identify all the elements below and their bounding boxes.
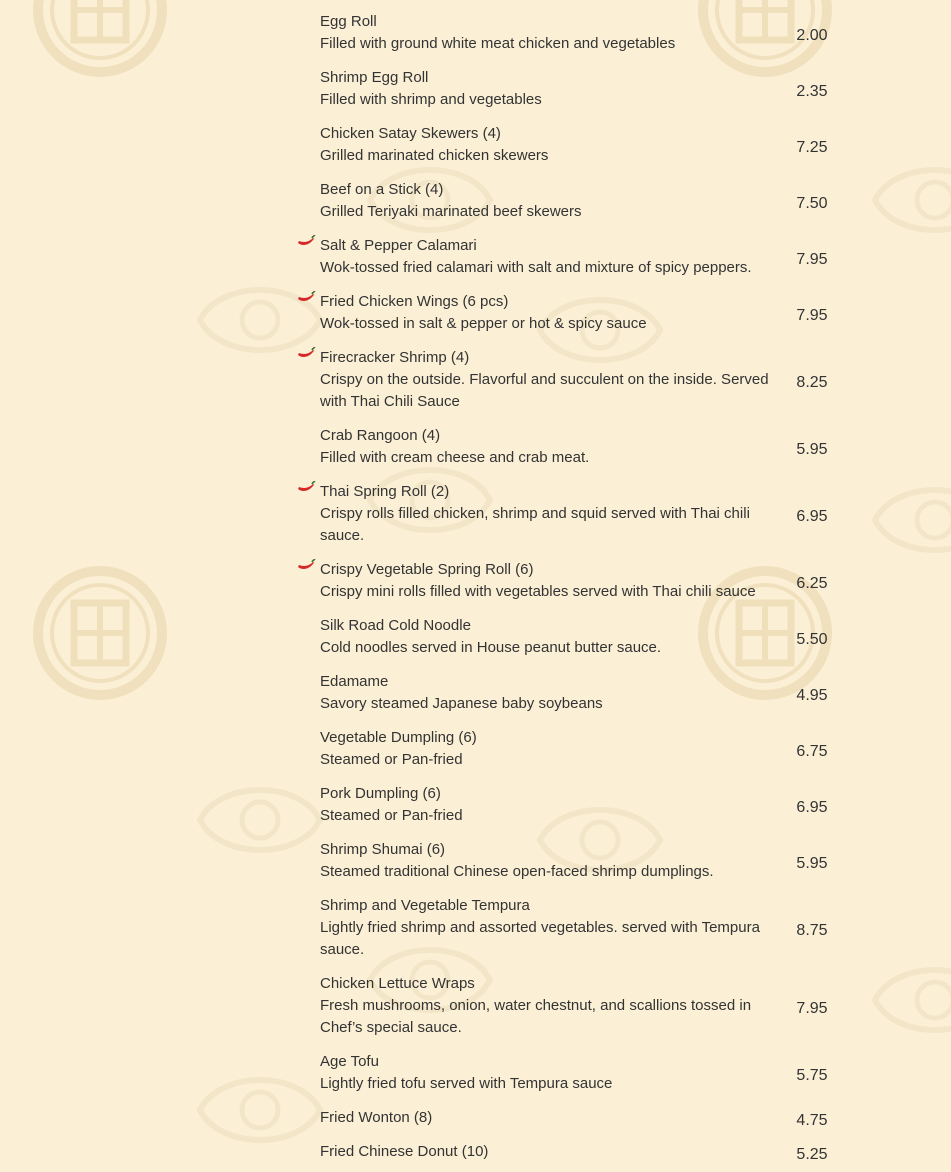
- menu-item-name: Egg Roll: [320, 12, 377, 30]
- menu-item-price: 5.25: [796, 1146, 828, 1163]
- menu-item-name: Firecracker Shrimp (4): [320, 348, 470, 366]
- menu-item-price: 4.75: [796, 1112, 828, 1129]
- menu-item-description: Steamed or Pan-fried: [320, 806, 463, 824]
- menu-item-row: [296, 892, 896, 970]
- menu-item-info: [320, 893, 772, 970]
- menu-item-row: [296, 344, 896, 422]
- menu-item-price: 6.25: [796, 575, 828, 592]
- menu-item-description: Filled with cream cheese and crab meat.: [320, 448, 590, 466]
- spice-cell: [296, 64, 320, 83]
- menu-item-name: Shrimp Egg Roll: [320, 68, 429, 86]
- menu-item-row: [296, 836, 896, 892]
- menu-item-row: [296, 232, 896, 288]
- menu-item-price: 7.95: [796, 1000, 828, 1017]
- menu-item-price: 7.95: [796, 307, 828, 324]
- menu-item-row: [296, 422, 896, 478]
- menu-item-info: [320, 781, 772, 836]
- spice-cell: [296, 836, 320, 855]
- spice-cell: [296, 1138, 320, 1157]
- menu-item-description: Steamed or Pan-fried: [320, 750, 463, 768]
- menu-item-info: [320, 423, 772, 478]
- menu-item-description: Crispy rolls filled chicken, shrimp and squid served with Thai chili sauce.: [320, 504, 750, 544]
- menu-item-name: Chicken Lettuce Wraps: [320, 974, 475, 992]
- spice-cell: [296, 970, 320, 989]
- menu-item-name: Fried Chicken Wings (6 pcs): [320, 292, 509, 310]
- menu-item-price: 6.95: [796, 799, 828, 816]
- menu-item-description: Crispy mini rolls filled with vegetables served with Thai chili sauce: [320, 582, 756, 600]
- menu-item-name: Shrimp and Vegetable Tempura: [320, 896, 530, 914]
- menu-item-row: [296, 556, 896, 612]
- menu-item-info: [320, 233, 772, 288]
- menu-item-info: [320, 177, 772, 232]
- chili-pepper-icon: [296, 347, 316, 361]
- menu-item-info: [320, 971, 772, 1048]
- menu-item-name: Fried Wonton (8): [320, 1109, 433, 1126]
- menu-item-name: Edamame: [320, 672, 389, 690]
- menu-item-info: [320, 9, 772, 64]
- menu-item-description: Fresh mushrooms, onion, water chestnut, and scallions tossed in Chef’s special sauce.: [320, 996, 752, 1036]
- menu-item-price: 6.75: [796, 743, 828, 760]
- menu-item-info: [320, 1105, 772, 1137]
- spice-cell: [296, 288, 320, 307]
- menu-item-description: Wok-tossed fried calamari with salt and mixture of spicy peppers.: [320, 258, 752, 276]
- chili-pepper-icon: [296, 559, 316, 573]
- menu-item-description: Grilled Teriyaki marinated beef skewers: [320, 202, 582, 220]
- menu-item-info: [320, 1139, 772, 1171]
- appetizer-menu-table: [296, 8, 896, 1172]
- menu-item-row: [296, 176, 896, 232]
- menu-item-info: [320, 121, 772, 176]
- menu-item-price: 6.95: [796, 508, 828, 525]
- menu-item-name: Salt & Pepper Calamari: [320, 236, 477, 254]
- menu-item-row: [296, 724, 896, 780]
- spice-cell: [296, 556, 320, 575]
- menu-item-row: [296, 780, 896, 836]
- menu-item-row: [296, 668, 896, 724]
- menu-item-row: [296, 1048, 896, 1104]
- menu-item-name: Fried Chinese Donut (10): [320, 1143, 489, 1160]
- menu-item-price: 5.95: [796, 441, 828, 458]
- menu-item-price: 4.95: [796, 687, 828, 704]
- spice-cell: [296, 724, 320, 743]
- menu-item-name: Beef on a Stick (4): [320, 180, 444, 198]
- spice-cell: [296, 176, 320, 195]
- menu-item-price: 5.75: [796, 1067, 828, 1084]
- menu-item-info: [320, 345, 772, 422]
- menu-item-name: Thai Spring Roll (2): [320, 482, 450, 500]
- menu-item-price: 8.75: [796, 922, 828, 939]
- spice-cell: [296, 120, 320, 139]
- menu-item-description: Filled with ground white meat chicken and vegetables: [320, 34, 676, 52]
- menu-item-row: [296, 1104, 896, 1138]
- menu-item-row: [296, 288, 896, 344]
- menu-item-price: 7.50: [796, 195, 828, 212]
- menu-item-description: Filled with shrimp and vegetables: [320, 90, 542, 108]
- menu-item-info: [320, 725, 772, 780]
- menu-item-name: Silk Road Cold Noodle: [320, 616, 471, 634]
- menu-item-price: 5.95: [796, 855, 828, 872]
- spice-cell: [296, 232, 320, 251]
- menu-item-description: Grilled marinated chicken skewers: [320, 146, 549, 164]
- menu-item-price: 7.25: [796, 139, 828, 156]
- menu-item-info: [320, 289, 772, 344]
- menu-item-description: Cold noodles served in House peanut butter sauce.: [320, 638, 662, 656]
- menu-item-info: [320, 669, 772, 724]
- spice-cell: [296, 8, 320, 27]
- menu-item-name: Vegetable Dumpling (6): [320, 728, 477, 746]
- menu-item-info: [320, 479, 772, 556]
- spice-cell: [296, 1104, 320, 1123]
- menu-item-row: [296, 8, 896, 64]
- spice-cell: [296, 668, 320, 687]
- menu-item-info: [320, 557, 772, 612]
- menu-item-row: [296, 478, 896, 556]
- menu-item-description: Savory steamed Japanese baby soybeans: [320, 694, 603, 712]
- menu-item-description: Wok-tossed in salt & pepper or hot & spicy sauce: [320, 314, 647, 332]
- chili-pepper-icon: [296, 235, 316, 249]
- menu-item-name: Pork Dumpling (6): [320, 784, 441, 802]
- spice-cell: [296, 1048, 320, 1067]
- menu-item-row: [296, 612, 896, 668]
- spice-cell: [296, 478, 320, 497]
- menu-item-price: 2.00: [796, 27, 828, 44]
- menu-item-row: [296, 970, 896, 1048]
- chili-pepper-icon: [296, 481, 316, 495]
- menu-item-name: Crab Rangoon (4): [320, 426, 441, 444]
- spice-cell: [296, 892, 320, 911]
- menu-item-row: [296, 1138, 896, 1172]
- chili-pepper-icon: [296, 291, 316, 305]
- menu-item-info: [320, 837, 772, 892]
- spice-cell: [296, 612, 320, 631]
- menu-item-price: 2.35: [796, 83, 828, 100]
- menu-item-name: Shrimp Shumai (6): [320, 840, 446, 858]
- menu-item-price: 7.95: [796, 251, 828, 268]
- menu-item-info: [320, 1049, 772, 1104]
- menu-item-info: [320, 613, 772, 668]
- spice-cell: [296, 422, 320, 441]
- menu-item-info: [320, 65, 772, 120]
- menu-item-description: Lightly fried shrimp and assorted vegetables. served with Tempura sauce.: [320, 918, 760, 958]
- menu-item-description: Crispy on the outside. Flavorful and succulent on the inside. Served with Thai Chili Sauce: [320, 370, 769, 410]
- spice-cell: [296, 780, 320, 799]
- menu-item-description: Steamed traditional Chinese open-faced shrimp dumplings.: [320, 862, 714, 880]
- menu-item-name: Age Tofu: [320, 1052, 379, 1070]
- spice-cell: [296, 344, 320, 363]
- menu-item-name: Crispy Vegetable Spring Roll (6): [320, 560, 534, 578]
- menu-item-row: [296, 64, 896, 120]
- menu-item-price: 8.25: [796, 374, 828, 391]
- menu-item-row: [296, 120, 896, 176]
- menu-item-description: Lightly fried tofu served with Tempura sauce: [320, 1074, 613, 1092]
- menu-item-name: Chicken Satay Skewers (4): [320, 124, 501, 142]
- menu-item-price: 5.50: [796, 631, 828, 648]
